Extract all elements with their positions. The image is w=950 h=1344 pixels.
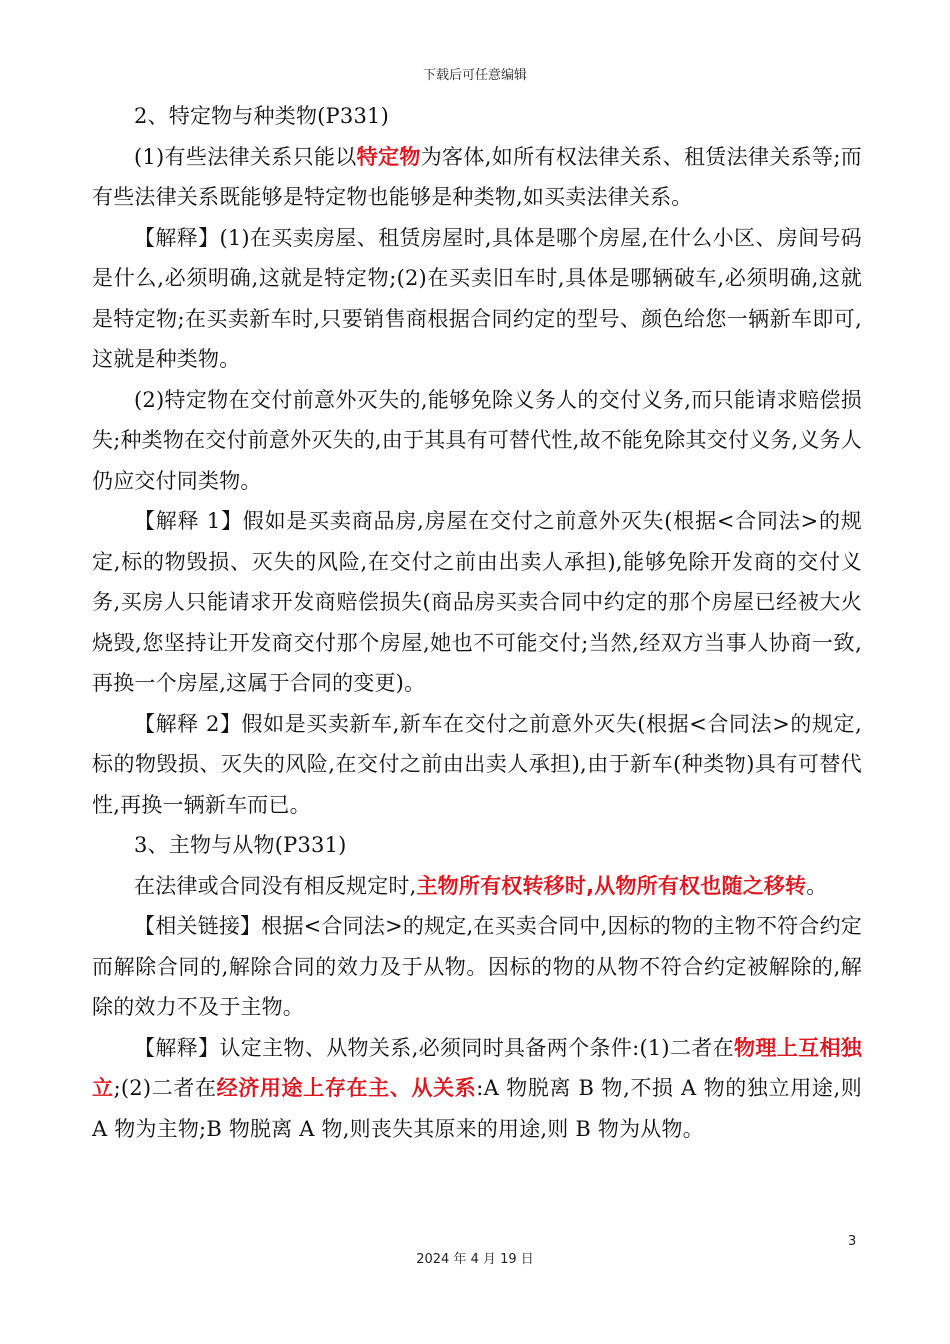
highlight-specific-object: 特定物 [356,144,421,169]
document-body [92,96,862,1149]
section-3-explanation: 【解释】认定主物、从物关系,必须同时具备两个条件:(1)二者在物理上互相独立;(2)二者在经济用途上存在主、从关系:A 物脱离 B 物,不损 A 物的独立用途,则 A 物为主物;B 物脱离 A 物,则丧失其原来的用途,则 B 物为从物。 [92,1035,863,1141]
section-3-paragraph-1: 在法律或合同没有相反规定时,主物所有权转移时,从物所有权也随之移转。 [134,873,828,898]
page-footer-date: 2024 年 4 月 19 日 [416,1252,534,1267]
section-2-paragraph-1: (1)有些法律关系只能以特定物为客体,如所有权法律关系、租赁法律关系等;而有些法律关系既能够是特定物也能够是种类物,如买卖法律关系。 [92,144,862,209]
page-number: 3 [848,1234,857,1249]
section-2-paragraph-2: (2)特定物在交付前意外灭失的,能够免除义务人的交付义务,而只能请求赔偿损失;种类物在交付前意外灭失的,由于其具有可替代性,故不能免除其交付义务,义务人仍应交付同类物。 [92,387,862,493]
highlight-ownership-transfer: 主物所有权转移时,从物所有权也随之移转 [416,873,807,898]
section-2-explanation-1: 【解释】(1)在买卖房屋、租赁房屋时,具体是哪个房屋,在什么小区、房间号码是什么,必须明确,这就是特定物;(2)在买卖旧车时,具体是哪辆破车,必须明确,这就是特定物;在买卖新车时,只要销售商根据合同约定的型号、颜色给您一辆新车即可,这就是种类物。 [92,225,862,371]
section-3-heading: 3、主物与从物(P331) [134,833,347,857]
page-header: 下载后可任意编辑 [422,68,527,83]
section-3-related-link: 【相关链接】根据<合同法>的规定,在买卖合同中,因标的物的主物不符合约定而解除合同的,解除合同的效力及于从物。因标的物的从物不符合约定被解除的,解除的效力不及于主物。 [92,914,862,1019]
section-2-explanation-3: 【解释 2】假如是买卖新车,新车在交付之前意外灭失(根据<合同法>的规定,标的物毁损、灭失的风险,在交付之前由出卖人承担),由于新车(种类物)具有可替代性,再换一辆新车而已。 [92,711,862,817]
highlight-physically-independent: 物理上互相独立 [92,1035,863,1100]
section-2-heading: 2、特定物与种类物(P331) [134,104,389,128]
highlight-economic-relation: 经济用途上存在主、从关系 [216,1076,477,1100]
section-2-explanation-2: 【解释 1】假如是买卖商品房,房屋在交付之前意外灭失(根据<合同法>的规定,标的物毁损、灭失的风险,在交付之前由出卖人承担),能够免除开发商的交付义务,买房人只能请求开发商赔偿损失(商品房买卖合同中约定的那个房屋已经被大火烧毁,您坚持让开发商交付那个房屋,她也不可能交付;当然,经双方当事人协商一致,再换一个房屋,这属于合同的变更)。 [92,509,862,695]
